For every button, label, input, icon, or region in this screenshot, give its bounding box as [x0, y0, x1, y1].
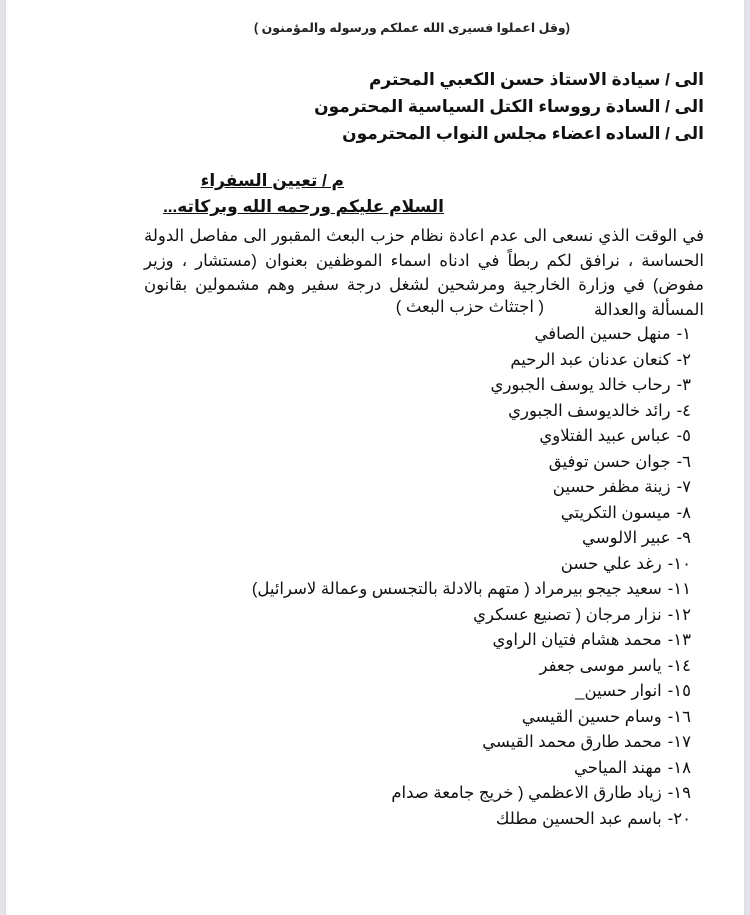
body-closing: ( اجتثاث حزب البعث )	[395, 298, 544, 316]
list-item-name: محمد طارق محمد القيسي	[482, 733, 662, 751]
list-item-number: ٢-	[676, 350, 691, 369]
list-item	[252, 501, 691, 527]
list-item	[252, 348, 691, 374]
list-item-number: ١٧-	[667, 733, 691, 751]
list-item-number: ١٢-	[667, 605, 691, 624]
list-item	[252, 781, 691, 807]
list-item-name: زينة مظفر حسين	[552, 478, 671, 496]
list-item	[252, 552, 691, 578]
list-item	[252, 654, 691, 680]
list-item-number: ٣-	[676, 376, 691, 394]
subject-line: م / تعيين السفراء	[200, 171, 344, 190]
list-item-name: عبير الالوسي	[582, 529, 671, 547]
greeting-line: السلام عليكم ورحمه الله وبركاته...	[163, 197, 444, 216]
addressee-line: الى / السادة رووساء الكتل السياسية المحترمون	[314, 97, 704, 116]
list-item	[252, 526, 691, 552]
list-item-number: ١٩-	[667, 784, 691, 802]
list-item-number: ٢٠-	[667, 809, 691, 828]
list-item-number: ١٣-	[667, 631, 691, 649]
list-item-number: ٤-	[676, 401, 691, 420]
list-item	[252, 807, 691, 833]
document-page	[6, 0, 744, 915]
list-item-name: وسام حسين القيسي	[521, 707, 662, 726]
list-item-number: ١٨-	[667, 758, 691, 777]
verse-text: (وقل اعملوا فسيرى الله عملكم ورسوله والمؤمنون )	[254, 21, 570, 35]
list-item-name: منهل حسين الصافي	[534, 325, 671, 343]
list-item-name: عباس عبيد الفتلاوي	[539, 427, 671, 445]
list-item	[252, 450, 691, 476]
list-item-number: ١٦-	[667, 707, 691, 726]
quran-verse-header	[254, 20, 724, 35]
list-item-name: ياسر موسى جعفر	[539, 656, 662, 675]
list-item	[252, 628, 691, 654]
list-item-number: ١٠-	[667, 554, 691, 573]
list-item-name: انوار حسين_	[575, 682, 662, 700]
list-item	[252, 322, 691, 348]
list-item-name: محمد هشام فتيان الراوي	[492, 631, 662, 649]
list-item	[252, 373, 691, 399]
list-item-name: سعيد جيجو بيرمراد ( متهم بالادلة بالتجسس وعمالة لاسرائيل)	[251, 580, 662, 598]
list-item	[252, 475, 691, 501]
list-item-number: ١١-	[667, 580, 691, 598]
list-item-name: رغد علي حسن	[560, 554, 662, 573]
list-item	[252, 756, 691, 782]
body-text: في الوقت الذي نسعى الى عدم اعادة نظام حزب البعث المقبور الى مفاصل الدولة الحساسة ، نرافق لكم ربطاً في ادناه اسماء الموظفين بعنوان (مستشار ، وزير مفوض) في وزارة الخارجية ومرشحين لشغل درجة سفير وهم مشمولين بقانون المسألة والعدالة	[144, 227, 704, 319]
addressee-line: الى / سيادة الاستاذ حسن الكعبي المحترم	[368, 70, 704, 89]
list-item-number: ٨-	[676, 503, 691, 522]
list-item-name: رحاب خالد يوسف الجبوري	[490, 376, 671, 394]
list-item	[252, 730, 691, 756]
list-item	[252, 603, 691, 629]
list-item-name: مهند المياحي	[573, 758, 662, 777]
list-item	[252, 679, 691, 705]
list-item	[252, 705, 691, 731]
list-item	[252, 577, 691, 603]
list-item	[252, 399, 691, 425]
list-item-number: ١-	[676, 325, 691, 343]
list-item-name: زياد طارق الاعظمي ( خريج جامعة صدام	[391, 784, 662, 802]
list-item	[252, 424, 691, 450]
list-item-number: ١٥-	[667, 682, 691, 700]
list-item-name: رائد خالديوسف الجبوري	[508, 401, 671, 420]
addressee-line: الى / الساده اعضاء مجلس النواب المحترمون	[342, 124, 704, 143]
list-item-number: ٧-	[676, 478, 691, 496]
list-item-name: باسم عبد الحسين مطلك	[495, 809, 662, 828]
list-item-name: ميسون التكريتي	[560, 503, 671, 522]
list-item-number: ١٤-	[667, 656, 691, 675]
list-item-name: نزار مرجان ( تصنيع عسكري	[473, 605, 662, 624]
names-list	[252, 322, 691, 832]
list-item-number: ٥-	[676, 427, 691, 445]
addressee-block	[314, 66, 704, 147]
list-item-number: ٩-	[676, 529, 691, 547]
list-item-name: جوان حسن توفيق	[548, 452, 671, 471]
list-item-number: ٦-	[676, 452, 691, 471]
list-item-name: كنعان عدنان عبد الرحيم	[510, 350, 671, 369]
